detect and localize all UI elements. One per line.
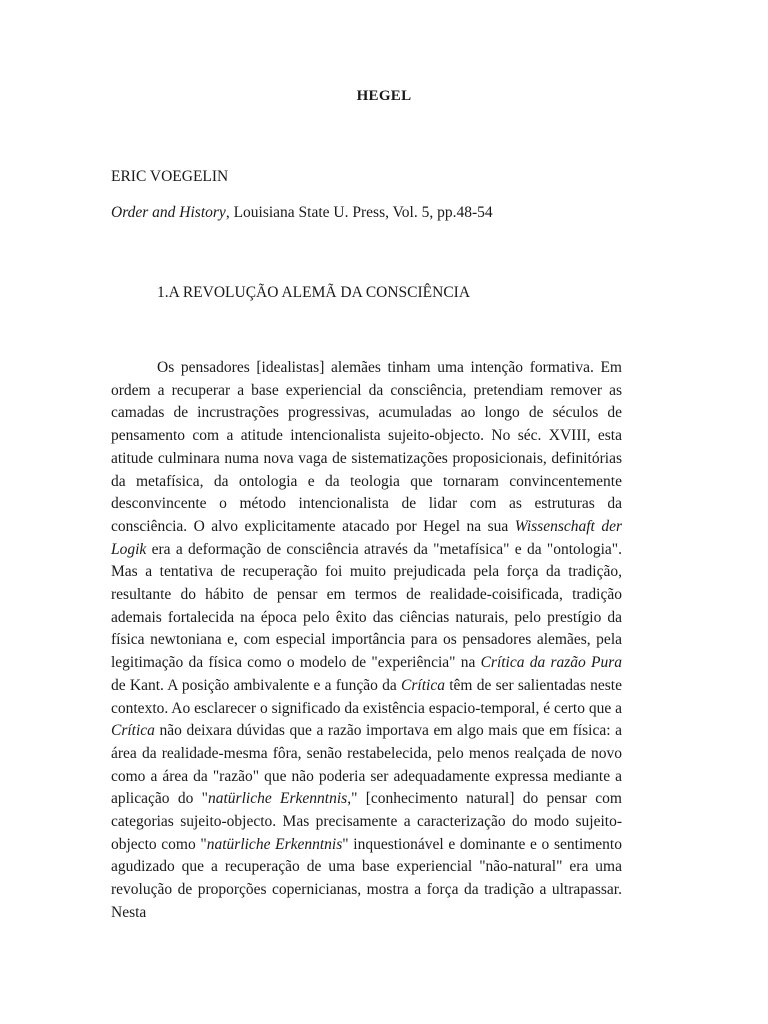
- italic-term-critica-razao-pura: Crítica da razão Pura: [480, 654, 622, 672]
- body-paragraph: [111, 357, 622, 925]
- section-heading: 1.A REVOLUÇÃO ALEMÃ DA CONSCIÊNCIA: [157, 284, 471, 301]
- citation-work-title: Order and History: [111, 204, 226, 221]
- italic-term-naturliche-2: natürliche Erkenntnis: [206, 835, 343, 853]
- paragraph-text-5: não deixara dúvidas que a razão importava em algo mais que em física: a área da realidade-mesma fôra, senão restabelecida, pelo menos realçada de novo como a área da "razão" que não poderia ser adequadamente expressa mediante a aplicação do ": [111, 722, 622, 808]
- italic-term-critica-1: Crítica: [401, 676, 445, 694]
- paragraph-text-7: " inquestionável e dominante e o sentimento agudizado que a recuperação de uma base experiencial "não-natural" era uma revolução de proporções copernicianas, mostra a força da tradição a ultrapassar. Nesta: [111, 835, 622, 921]
- source-citation: [111, 204, 493, 222]
- paragraph-text-3: de Kant. A posição ambivalente e a função da: [111, 676, 402, 694]
- italic-term-wissenschaft: Wissenschaft der Logik: [111, 517, 622, 558]
- paragraph-text-6: ," [conhecimento natural] do pensar com categorias sujeito-objecto. Mas precisamente a caracterização do modo sujeito-objecto como ": [111, 790, 622, 853]
- paragraph-text-4: têm de ser salientadas neste contexto. Ao esclarecer o significado da existência espacio-temporal, é certo que a: [111, 676, 622, 717]
- document-title: HEGEL: [356, 88, 412, 104]
- italic-term-naturliche-1: natürliche Erkenntnis: [208, 790, 348, 808]
- italic-term-critica-2: Crítica: [111, 722, 155, 740]
- paragraph-text-2: era a deformação de consciência através da "metafísica" e da "ontologia". Mas a tentativa de recuperação foi muito prejudicada pela força da tradição, resultante do hábito de pensar em termos de realidade-coisificada, tradição ademais fortalecida na época pelo êxito das ciências naturais, pelo prestígio da física newtoniana e, com especial importância para os pensadores alemães, pela legitimação da física como o modelo de "experiência" na: [111, 540, 622, 672]
- citation-details: , Louisiana State U. Press, Vol. 5, pp.48-54: [225, 204, 493, 221]
- author-name: ERIC VOEGELIN: [111, 168, 229, 185]
- paragraph-text-1: Os pensadores [idealistas] alemães tinham uma intenção formativa. Em ordem a recuperar a base experiencial da consciência, pretendiam remover as camadas de incrustrações progressivas, acumuladas ao longo de séculos de pensamento com a atitude intencionalista sujeito-objecto. No séc. XVIII, esta atitude culminara numa nova vaga de sistematizações proposicionais, definitórias da metafísica, da ontologia e da teologia que tornaram convincentemente desconvincente o método intencionalista de lidar com as estruturas da consciência. O alvo explicitamente atacado por Hegel na sua: [111, 359, 622, 535]
